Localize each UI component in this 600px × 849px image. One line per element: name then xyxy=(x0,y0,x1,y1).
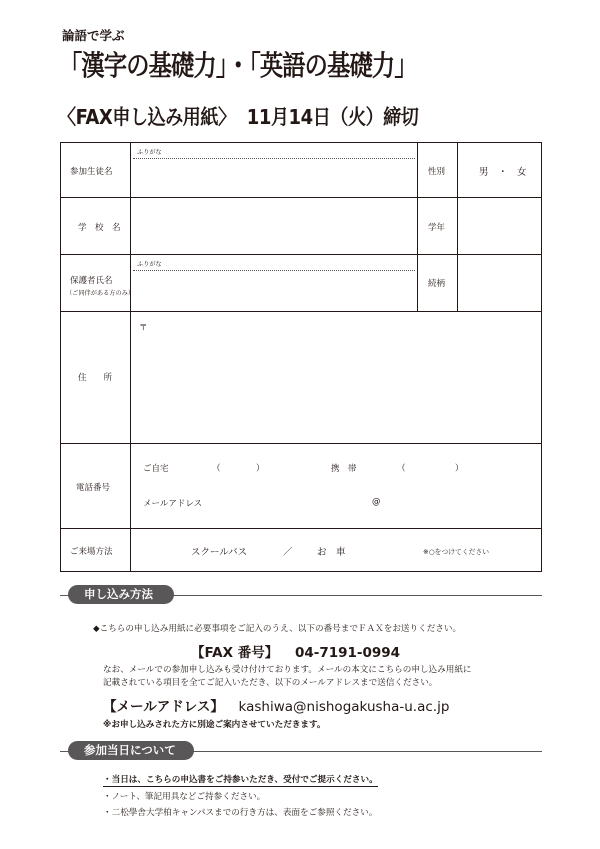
column-divider xyxy=(457,143,458,311)
home-phone-label: ご自宅 xyxy=(143,464,169,474)
mobile-label: 携 帯 xyxy=(331,464,357,474)
transport-car-option[interactable]: お 車 xyxy=(317,547,346,558)
email-address-line xyxy=(103,695,449,715)
fax-number: 04-7191-0994 xyxy=(294,645,401,661)
student-name-label: 参加生徒名 xyxy=(70,167,113,177)
email-address[interactable]: kashiwa@nishogakusha-u.ac.jp xyxy=(238,699,450,715)
transport-slash: ／ xyxy=(283,547,293,558)
student-name-field[interactable] xyxy=(133,160,415,195)
email-label: メールアドレス xyxy=(143,499,203,509)
fax-number-line xyxy=(191,641,400,661)
grade-field[interactable] xyxy=(460,200,539,252)
fax-label: 【FAX 番号】 xyxy=(191,645,279,661)
address-field[interactable] xyxy=(133,314,539,441)
application-form xyxy=(60,142,542,572)
address-label: 住 所 xyxy=(78,373,113,383)
school-field[interactable] xyxy=(133,200,415,252)
subtitle: 論語で学ぶ xyxy=(62,28,125,43)
row-divider xyxy=(61,197,541,198)
row-divider xyxy=(61,528,541,529)
transport-bus-option[interactable]: スクールバス xyxy=(191,547,248,558)
guardian-name-label: 保護者氏名 xyxy=(70,276,113,286)
gender-options[interactable]: 男 ・ 女 xyxy=(479,167,527,178)
row-divider xyxy=(61,254,541,255)
mobile-phone-field[interactable] xyxy=(407,458,453,474)
email-note-line: なお、メールでの参加申し込みも受け付けております。メールの本文にこちらの申し込み用紙に xyxy=(103,665,472,675)
column-divider xyxy=(417,143,418,311)
apply-heading: 申し込み方法 xyxy=(68,585,174,604)
postal-mark: 〒 xyxy=(139,323,148,333)
furigana-line xyxy=(133,158,415,159)
school-label: 学 校 名 xyxy=(78,223,121,233)
furigana-label: ふりがな xyxy=(137,261,162,268)
day-heading: 参加当日について xyxy=(68,741,194,760)
column-divider xyxy=(130,143,131,571)
furigana-label: ふりがな xyxy=(137,149,162,156)
email-field[interactable] xyxy=(221,493,461,509)
guardian-name-field[interactable] xyxy=(133,272,415,309)
relation-field[interactable] xyxy=(460,257,539,309)
paren-open: （ xyxy=(212,464,221,474)
confirm-note: ※お申し込みされた方に別途ご案内させていただきます。 xyxy=(103,720,326,730)
relation-label: 続柄 xyxy=(428,279,446,289)
at-mark: @ xyxy=(372,497,381,507)
email-note-line: 記載されている項目を全てご記入いただき、以下のメールアドレスまで送信ください。 xyxy=(103,678,438,688)
day-item-directions: ・二松學舎大学柏キャンパスまでの行き方は、表面をご参照ください。 xyxy=(103,808,378,818)
page-title: 「漢字の基礎力」・「英語の基礎力」 xyxy=(59,49,417,82)
row-divider xyxy=(61,311,541,312)
gender-label: 性別 xyxy=(428,167,446,177)
fax-title: 〈FAX申し込み用紙〉 xyxy=(58,105,236,129)
paren-close: ） xyxy=(455,464,464,474)
deadline: 11月14日（火）締切 xyxy=(246,105,419,129)
home-phone-field[interactable] xyxy=(221,458,255,474)
phone-label: 電話番号 xyxy=(76,483,111,493)
day-item-bring-form: ・当日は、こちらの申込書をご持参いただき、受付でご提示ください。 xyxy=(103,775,378,785)
apply-instruction: ◆こちらの申し込み用紙に必要事項をご記入のうえ、以下の番号までＦＡＸをお送りください。 xyxy=(93,624,462,634)
day-item-supplies: ・ノート、筆記用具などご持参ください。 xyxy=(103,792,266,802)
paren-open: （ xyxy=(397,464,406,474)
paren-close: ） xyxy=(256,464,265,474)
grade-label: 学年 xyxy=(428,223,446,233)
row-divider xyxy=(61,443,541,444)
guardian-note: （ご同伴がある方のみ） xyxy=(66,290,135,297)
furigana-line xyxy=(133,270,415,271)
transport-label: ご来場方法 xyxy=(70,547,113,557)
email-heading: 【メールアドレス】 xyxy=(103,699,224,715)
transport-note: ※○をつけてください xyxy=(423,548,490,556)
fax-form-heading xyxy=(58,100,418,130)
